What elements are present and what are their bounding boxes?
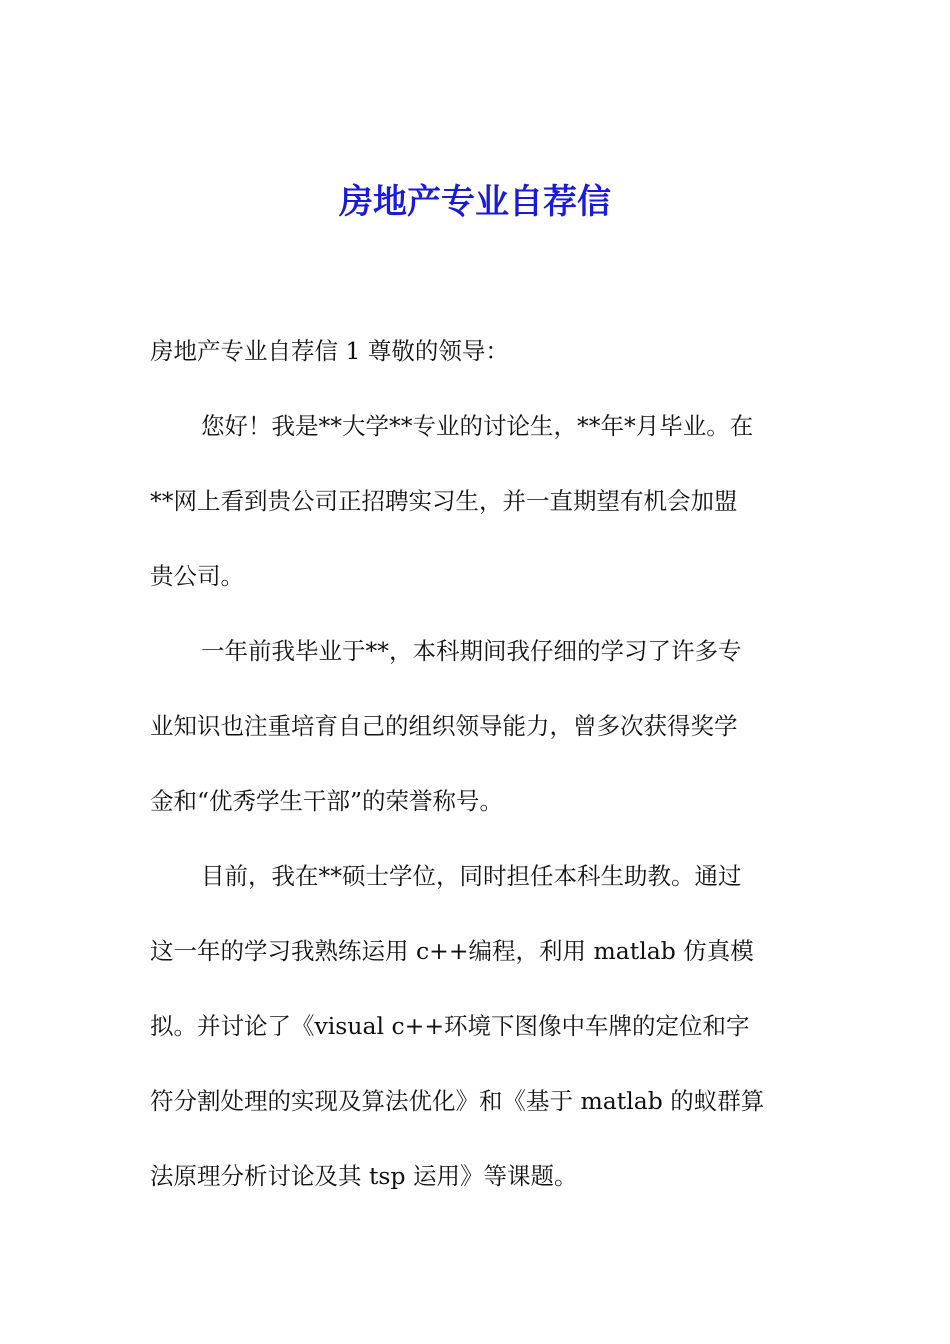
paragraph-2-line-2: 业知识也注重培育自己的组织领导能力，曾多次获得奖学 bbox=[150, 712, 738, 740]
paragraph-3-line-3: 拟。并讨论了《visual c++环境下图像中车牌的定位和字 bbox=[150, 1012, 750, 1040]
paragraph-3-line-4: 符分割处理的实现及算法优化》和《基于 matlab 的蚁群算 bbox=[150, 1087, 765, 1115]
document-body bbox=[150, 333, 802, 1233]
paragraph-3-line-2: 这一年的学习我熟练运用 c++编程，利用 matlab 仿真模 bbox=[150, 937, 754, 965]
paragraph-3-line-1: 目前，我在**硕士学位，同时担任本科生助教。通过 bbox=[201, 862, 742, 890]
paragraph-2-line-3: 金和“优秀学生干部”的荣誉称号。 bbox=[150, 787, 504, 815]
paragraph-3-line-5: 法原理分析讨论及其 tsp 运用》等课题。 bbox=[150, 1162, 578, 1190]
paragraph-1-line-3: 贵公司。 bbox=[150, 562, 244, 590]
paragraph-1-line-2: **网上看到贵公司正招聘实习生，并一直期望有机会加盟 bbox=[150, 487, 738, 515]
document-title: 房地产专业自荐信 bbox=[339, 182, 611, 222]
salutation-line: 房地产专业自荐信 1 尊敬的领导： bbox=[150, 337, 509, 365]
paragraph-2-line-1: 一年前我毕业于**，本科期间我仔细的学习了许多专 bbox=[201, 637, 742, 665]
paragraph-1-line-1: 您好！我是**大学**专业的讨论生，**年*月毕业。在 bbox=[201, 412, 754, 440]
